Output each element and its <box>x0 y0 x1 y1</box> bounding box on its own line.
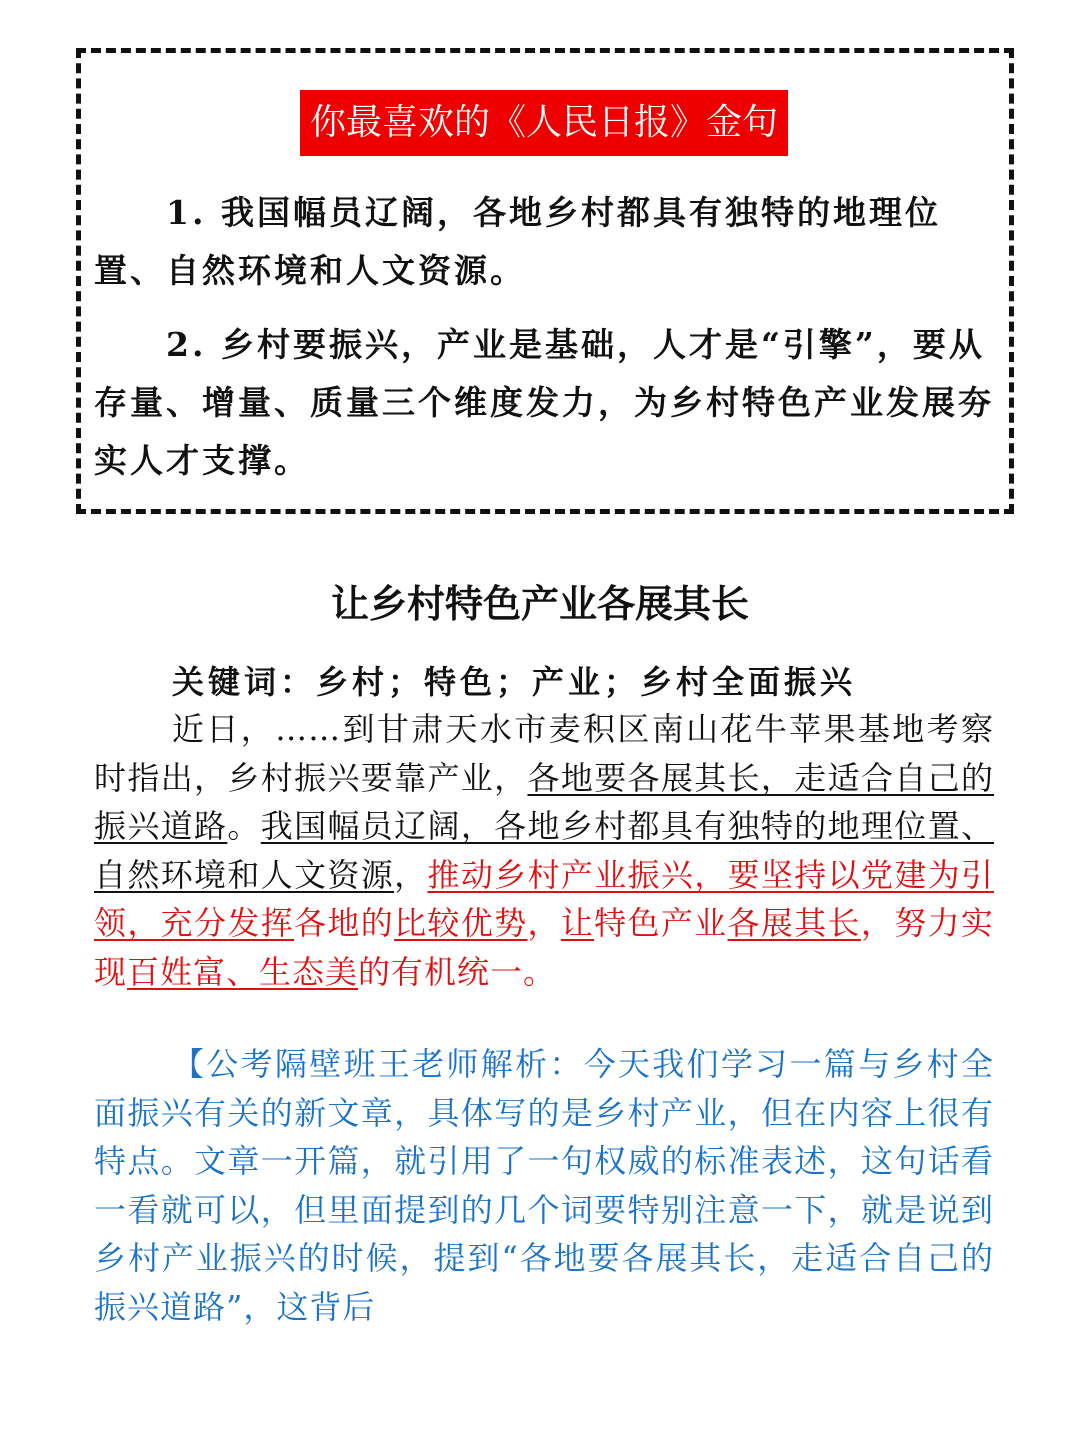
quote-1: 1. 我国幅员辽阔，各地乡村都具有独特的地理位置、自然环境和人文资源。 <box>94 193 941 290</box>
highlight-text: 百姓富、生态美 <box>127 952 359 991</box>
quote-box-title: 你最喜欢的《人民日报》金句 <box>300 90 788 156</box>
teacher-analysis: 【公考隔壁班王老师解析：今天我们学习一篇与乡村全面振兴有关的新文章，具体写的是乡村产业，但在内容上很有特点。文章一开篇，就引用了一句权威的标准表述，这句话看一看就可以，但里面提到的几个词要特别注意一下，就是说到乡村产业振兴的时候，提到“各地要各展其长，走适合自己的振兴道路”，这背后 <box>94 1045 994 1326</box>
highlight-text: 各展其长 <box>727 904 861 942</box>
body-text: 。 <box>227 807 261 845</box>
highlight-text: 特色产业 <box>594 904 728 942</box>
keywords: 关键词：乡村；特色；产业；乡村全面振兴 <box>172 663 857 701</box>
body-text: 近日，……到甘肃天水市麦积区南山花牛苹果基地考察时指出，乡村振兴要靠产业， <box>94 710 994 797</box>
quote-2: 2. 乡村要振兴，产业是基础，人才是“引擎”，要从存量、增量、质量三个维度发力，为乡村特色产业发展夯实人才支撑。 <box>94 325 994 480</box>
highlight-text: 的有机统一。 <box>358 952 557 991</box>
highlight-text: 发挥 <box>227 904 295 942</box>
article-body <box>94 705 994 996</box>
highlight-text: ，努力实现 <box>94 904 994 991</box>
body-text: ， <box>394 855 428 894</box>
highlight-text: 推动乡村产业振兴，要坚持以党建为引领，充分 <box>94 855 994 942</box>
underlined-text: 各地要各展其长，走适合自己的振兴道路 <box>94 758 994 845</box>
highlight-text: 各地的 <box>294 904 395 942</box>
article-title: 让乡村特色产业各展其长 <box>330 582 749 626</box>
highlight-text: 比较优势 <box>394 904 528 942</box>
highlight-text: 让 <box>560 904 595 942</box>
underlined-text: 我国幅员辽阔，各地乡村都具有独特的地理位置、自然环境和人文资源 <box>94 807 994 894</box>
highlight-text: ， <box>527 904 561 942</box>
